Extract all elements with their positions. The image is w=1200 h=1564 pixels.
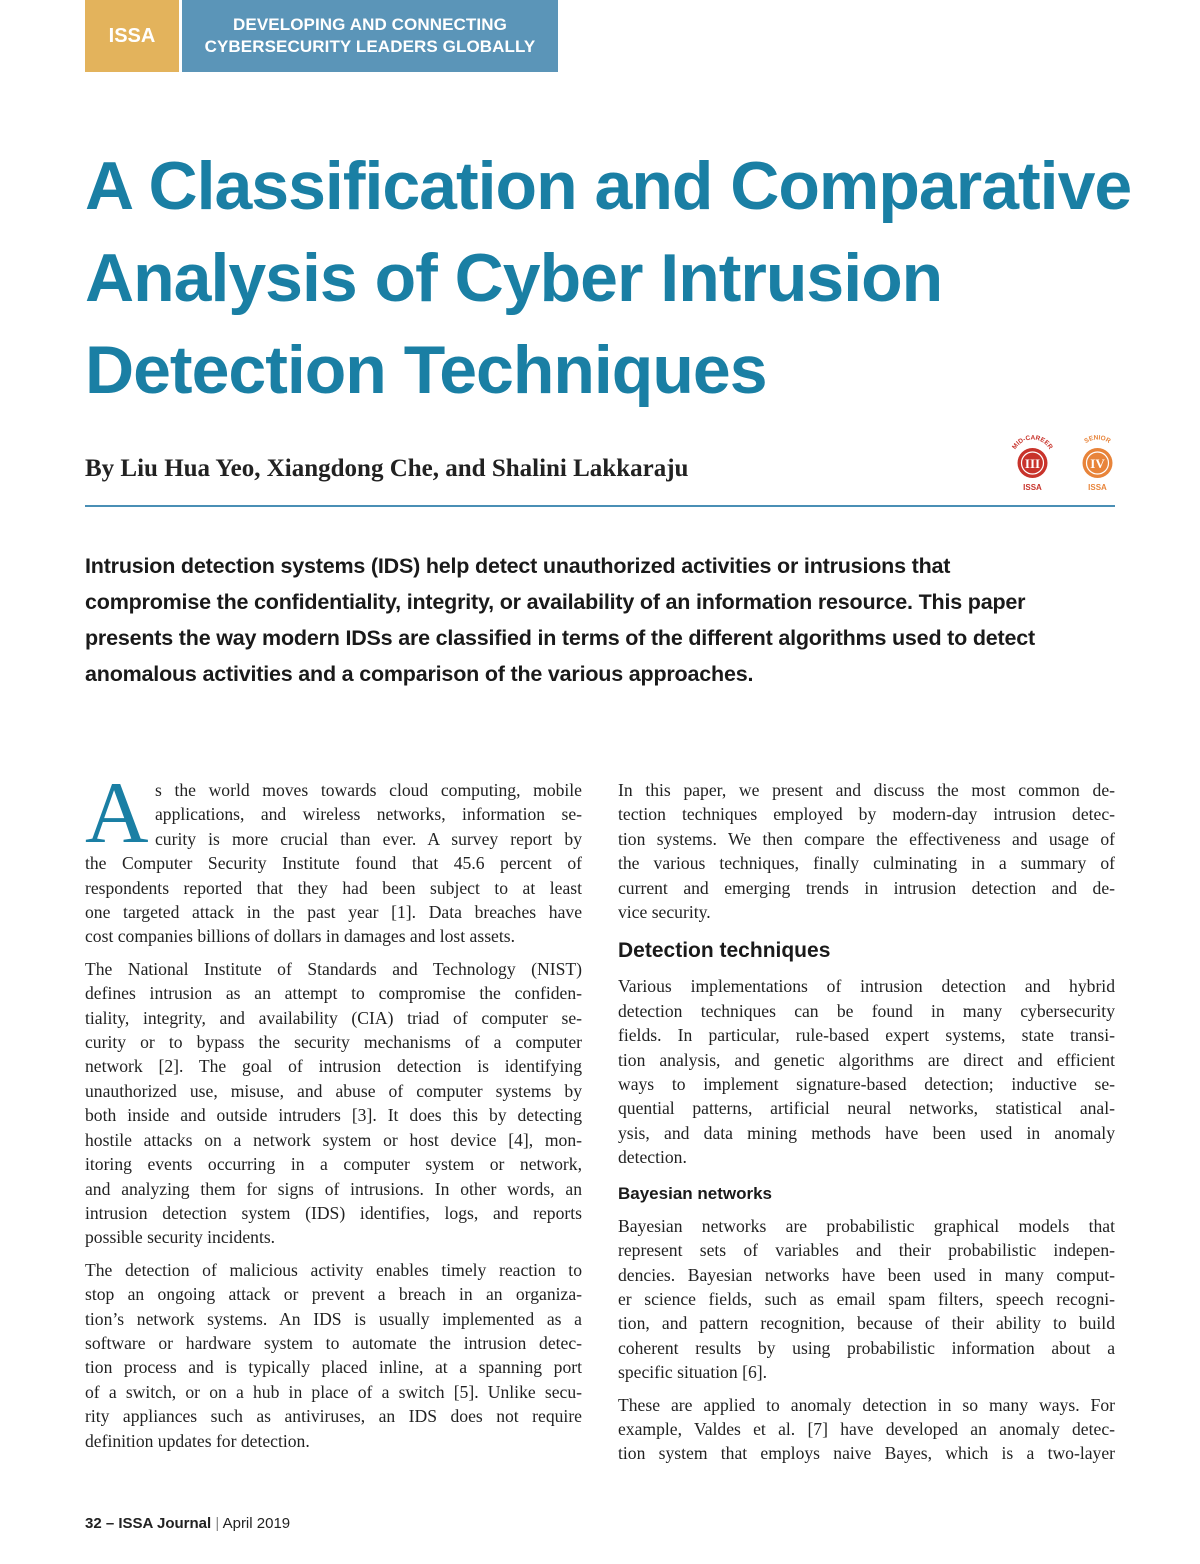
author-byline: By Liu Hua Yeo, Xiangdong Che, and Shalini Lakkaraju [85,455,689,482]
body-line: applications, and wireless networks, information se- [155,804,582,825]
body-line: tection techniques employed by modern-day intrusion detec- [618,804,1115,825]
body-line: quential patterns, artificial neural networks, statistical anal- [618,1098,1115,1119]
drop-cap: A [85,765,149,862]
badge-brand: ISSA [1088,483,1107,492]
body-line: fields. In particular, rule-based expert systems, state transi- [618,1025,1115,1046]
body-line: Bayesian networks are probabilistic graphical models that [618,1215,1115,1236]
badge-top-text: MID-CAREER [1011,435,1054,451]
intro-paragraph [85,765,582,949]
body-line: ysis, and data mining methods have been used in anomaly [618,1122,1115,1143]
body-line: definition updates for detection. [85,1430,310,1451]
body-paragraph [85,957,582,1250]
body-line: tion analysis, and genetic algorithms are direct and efficient [618,1049,1115,1070]
body-line: of a switch, or on a hub in place of a switch [5]. Unlike secu- [85,1381,582,1402]
body-paragraph [618,1214,1115,1385]
title-line: Analysis of Cyber Intrusion [85,240,943,316]
body-line: unauthorized use, misuse, and abuse of computer systems by [85,1080,582,1101]
svg-text:SENIOR [1083,435,1112,445]
body-line: tiality, integrity, and availability (CIA) triad of computer se- [85,1007,582,1028]
body-line: respondents reported that they had been subject to at least [85,877,582,898]
body-line: detection. [618,1147,687,1168]
body-line: tion’s network systems. An IDS is usually implemented as a [85,1308,582,1329]
body-line: tion system that employs naive Bayes, which is a two-layer [618,1443,1115,1464]
section-heading: Detection techniques [618,939,831,963]
badge-brand: ISSA [1023,483,1042,492]
abstract-line: compromise the confidentiality, integrity, or availability of an information resource. This paper [85,590,1026,614]
body-line: coherent results by using probabilistic information about a [618,1337,1115,1358]
issa-logo-tab [85,0,179,72]
banner-tagline [182,0,558,72]
body-line: itoring events occurring in a computer system or network, [85,1154,582,1175]
body-line: tion, and pattern recognition, because of their ability to build [618,1313,1115,1334]
body-line: one targeted attack in the past year [1]. Data breaches have [85,902,582,923]
body-line: represent sets of variables and their probabilistic indepen- [618,1240,1115,1261]
body-line: both inside and outside intruders [3]. It does this by detecting [85,1105,582,1126]
level-badges [1005,435,1125,493]
body-line: defines intrusion as an attempt to compromise the confiden- [85,983,582,1004]
body-paragraph [618,778,1115,924]
body-line: the various techniques, finally culminating in a summary of [618,853,1115,874]
body-line: cost companies billions of dollars in damages and lost assets. [85,926,515,947]
body-line: and analyzing them for signs of intrusions. In other words, an [85,1178,582,1199]
banner-tagline-line1: DEVELOPING AND CONNECTING [233,15,507,34]
badge-numeral: IV [1090,456,1105,471]
body-line: curity is more crucial than ever. A survey report by [155,828,582,849]
title-line: Detection Techniques [85,332,767,408]
body-paragraph [618,974,1115,1169]
footer-date: April 2019 [222,1515,291,1532]
mid-career-badge-icon [1005,435,1060,493]
body-line: possible security incidents. [85,1227,276,1248]
body-line: ways to implement signature-based detection; inductive se- [618,1074,1115,1095]
body-paragraph [618,1393,1115,1466]
body-line: specific situation [6]. [618,1362,768,1383]
senior-badge-icon [1070,435,1125,493]
page-footer [85,1515,290,1532]
abstract-line: Intrusion detection systems (IDS) help detect unauthorized activities or intrusions that [85,554,951,578]
body-paragraph [85,1258,582,1453]
abstract-line: anomalous activities and a comparison of the various approaches. [85,662,754,686]
badge-numeral: III [1024,456,1041,471]
title-line: A Classification and Comparative [85,148,1132,224]
body-line: curity or to bypass the security mechanisms of a computer [85,1032,582,1053]
body-line: These are applied to anomaly detection in so many ways. For [618,1394,1115,1415]
body-line: current and emerging trends in intrusion detection and de- [618,877,1115,898]
body-line: detection techniques can be found in many cybersecurity [618,1000,1115,1021]
body-line: software or hardware system to automate the intrusion detec- [85,1332,582,1353]
article-title [85,140,1132,416]
body-line: s the world moves towards cloud computing, mobile [155,780,582,800]
body-line: tion process and is typically placed inline, at a spanning port [85,1357,582,1378]
abstract [85,548,1115,692]
banner-org: ISSA [108,24,156,47]
body-line: dencies. Bayesian networks have been used in many comput- [618,1264,1115,1285]
body-line: Various implementations of intrusion detection and hybrid [618,976,1115,997]
body-line: stop an ongoing attack or prevent a breach in an organiza- [85,1284,582,1305]
body-line: The detection of malicious activity enables timely reaction to [85,1259,582,1280]
body-line: network [2]. The goal of intrusion detection is identifying [85,1056,582,1077]
footer-page: 32 – ISSA Journal [85,1515,212,1532]
body-line: rity appliances such as antiviruses, an IDS does not require [85,1406,582,1427]
header-banner [85,0,558,72]
abstract-line: presents the way modern IDSs are classified in terms of the different algorithms used to detect [85,626,1035,650]
body-line: er science fields, such as email spam filters, speech recogni- [618,1288,1115,1309]
banner-tagline-line2: CYBERSECURITY LEADERS GLOBALLY [204,37,536,56]
title-divider [85,505,1115,507]
left-column [85,765,582,1461]
body-line: tion systems. We then compare the effectiveness and usage of [618,828,1115,849]
badge-top-text: SENIOR [1083,435,1112,445]
body-line: The National Institute of Standards and Technology (NIST) [85,958,582,979]
body-line: the Computer Security Institute found that 45.6 percent of [85,853,582,874]
body-line: intrusion detection system (IDS) identifies, logs, and reports [85,1202,582,1223]
body-line: hostile attacks on a network system or host device [4], mon- [85,1129,582,1150]
footer-separator: | [215,1515,220,1532]
subsection-heading: Bayesian networks [618,1183,773,1203]
right-column [618,778,1115,1474]
body-line: example, Valdes et al. [7] have developed an anomaly detec- [618,1418,1115,1439]
body-line: vice security. [618,902,711,923]
body-line: In this paper, we present and discuss the most common de- [618,780,1115,800]
